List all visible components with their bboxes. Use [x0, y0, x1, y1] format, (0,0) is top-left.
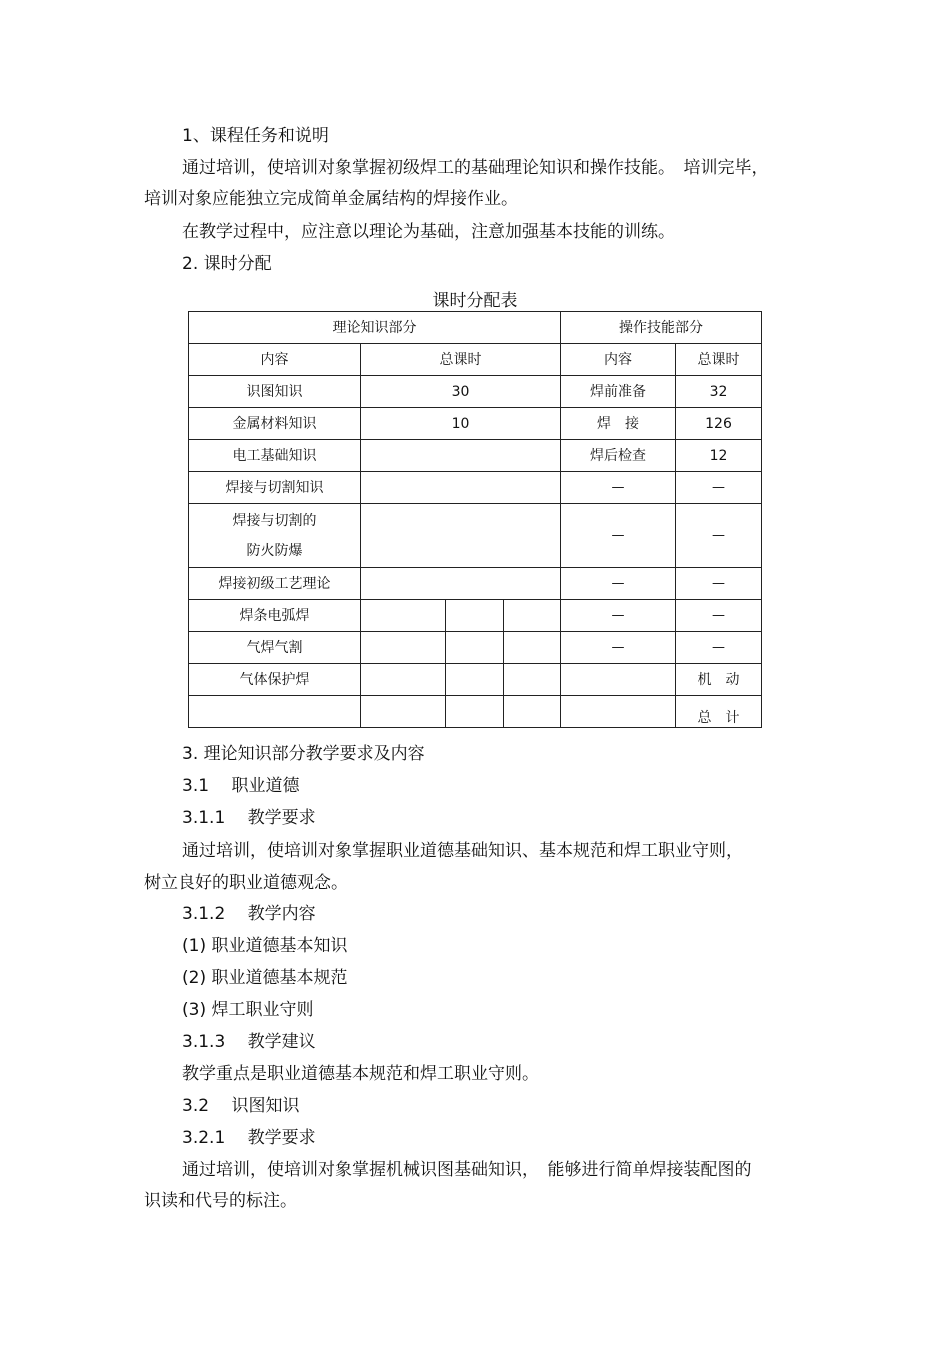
empty-cell [504, 632, 561, 664]
skill-hours: — [676, 504, 762, 568]
section-heading-3: 3. 理论知识部分教学要求及内容 [182, 744, 425, 764]
empty-cell [504, 664, 561, 696]
col-header-skill-hours: 总课时 [676, 344, 762, 376]
subsection-3-1-3: 3.1.3 教学建议 [182, 1032, 316, 1052]
skill-hours: 12 [676, 440, 762, 472]
table-column-header-row [189, 344, 762, 376]
col-header-content: 内容 [189, 344, 361, 376]
subsection-3-1-2: 3.1.2 教学内容 [182, 904, 316, 924]
skill-hours: 机 动 [676, 664, 762, 696]
table-row [189, 696, 762, 728]
theory-topic-line-1: 焊接与切割的 [232, 512, 317, 529]
table-row [189, 408, 762, 440]
theory-topic [189, 504, 361, 568]
theory-topic: 金属材料知识 [189, 408, 361, 440]
section-heading-2: 2. 课时分配 [182, 254, 272, 274]
paragraph-1-line-2: 培训对象应能独立完成简单金属结构的焊接作业。 [144, 189, 518, 209]
skill-topic: — [561, 632, 676, 664]
paragraph-3-2-1-line-2: 识读和代号的标注。 [144, 1191, 297, 1211]
theory-hours [361, 440, 561, 472]
skill-hours: 总 计 [676, 696, 762, 728]
theory-topic: 焊条电弧焊 [189, 600, 361, 632]
empty-cell [446, 600, 504, 632]
empty-cell [504, 696, 561, 728]
empty-cell [446, 664, 504, 696]
table-title: 课时分配表 [432, 291, 518, 311]
skill-group-header: 操作技能部分 [561, 312, 762, 344]
empty-cell [504, 600, 561, 632]
subsection-3-1: 3.1 职业道德 [182, 776, 300, 796]
theory-group-header: 理论知识部分 [189, 312, 561, 344]
theory-topic: 气体保护焊 [189, 664, 361, 696]
empty-cell [361, 664, 446, 696]
skill-topic: 焊前准备 [561, 376, 676, 408]
list-item: (3) 焊工职业守则 [182, 1000, 314, 1020]
col-header-hours: 总课时 [361, 344, 561, 376]
theory-topic: 焊接与切割知识 [189, 472, 361, 504]
skill-topic [561, 664, 676, 696]
table-row [189, 504, 762, 568]
skill-topic: — [561, 600, 676, 632]
paragraph-3-2-1-line-1: 通过培训，使培训对象掌握机械识图基础知识， 能够进行简单焊接装配图的 [182, 1160, 752, 1180]
empty-cell [446, 696, 504, 728]
theory-topic: 识图知识 [189, 376, 361, 408]
table-row [189, 568, 762, 600]
theory-topic: 电工基础知识 [189, 440, 361, 472]
skill-hours: — [676, 632, 762, 664]
empty-cell [446, 632, 504, 664]
skill-topic: 焊后检查 [561, 440, 676, 472]
empty-cell [361, 632, 446, 664]
skill-topic: — [561, 472, 676, 504]
skill-topic [561, 696, 676, 728]
table-row [189, 632, 762, 664]
skill-topic: — [561, 504, 676, 568]
list-item: (1) 职业道德基本知识 [182, 936, 348, 956]
empty-cell [361, 696, 446, 728]
paragraph-1-line-1: 通过培训，使培训对象掌握初级焊工的基础理论知识和操作技能。 培训完毕， [182, 158, 769, 178]
subsection-3-2: 3.2 识图知识 [182, 1096, 300, 1116]
table-row [189, 472, 762, 504]
paragraph-3-1-1-line-2: 树立良好的职业道德观念。 [144, 873, 348, 893]
subsection-3-1-1: 3.1.1 教学要求 [182, 808, 316, 828]
list-item: (2) 职业道德基本规范 [182, 968, 348, 988]
theory-hours [361, 472, 561, 504]
subsection-3-2-1: 3.2.1 教学要求 [182, 1128, 316, 1148]
skill-topic: — [561, 568, 676, 600]
col-header-skill-content: 内容 [561, 344, 676, 376]
theory-topic [189, 696, 361, 728]
theory-hours [361, 504, 561, 568]
theory-hours: 10 [361, 408, 561, 440]
theory-hours: 30 [361, 376, 561, 408]
empty-cell [361, 600, 446, 632]
table-group-header-row [189, 312, 762, 344]
table-row [189, 664, 762, 696]
paragraph-3-1-3: 教学重点是职业道德基本规范和焊工职业守则。 [182, 1064, 539, 1084]
theory-topic: 焊接初级工艺理论 [189, 568, 361, 600]
theory-hours [361, 568, 561, 600]
skill-hours: 126 [676, 408, 762, 440]
section-heading-1: 1、课程任务和说明 [182, 126, 329, 146]
paragraph-2: 在教学过程中，应注意以理论为基础，注意加强基本技能的训练。 [182, 222, 675, 242]
skill-hours: — [676, 568, 762, 600]
skill-hours: — [676, 472, 762, 504]
hours-allocation-table [188, 311, 762, 728]
table-row [189, 440, 762, 472]
paragraph-3-1-1-line-1: 通过培训，使培训对象掌握职业道德基础知识、基本规范和焊工职业守则， [182, 841, 743, 861]
theory-topic-line-2: 防火防爆 [246, 542, 303, 559]
skill-hours: — [676, 600, 762, 632]
theory-topic: 气焊气割 [189, 632, 361, 664]
table-row [189, 376, 762, 408]
skill-hours: 32 [676, 376, 762, 408]
skill-topic: 焊 接 [561, 408, 676, 440]
table-row [189, 600, 762, 632]
